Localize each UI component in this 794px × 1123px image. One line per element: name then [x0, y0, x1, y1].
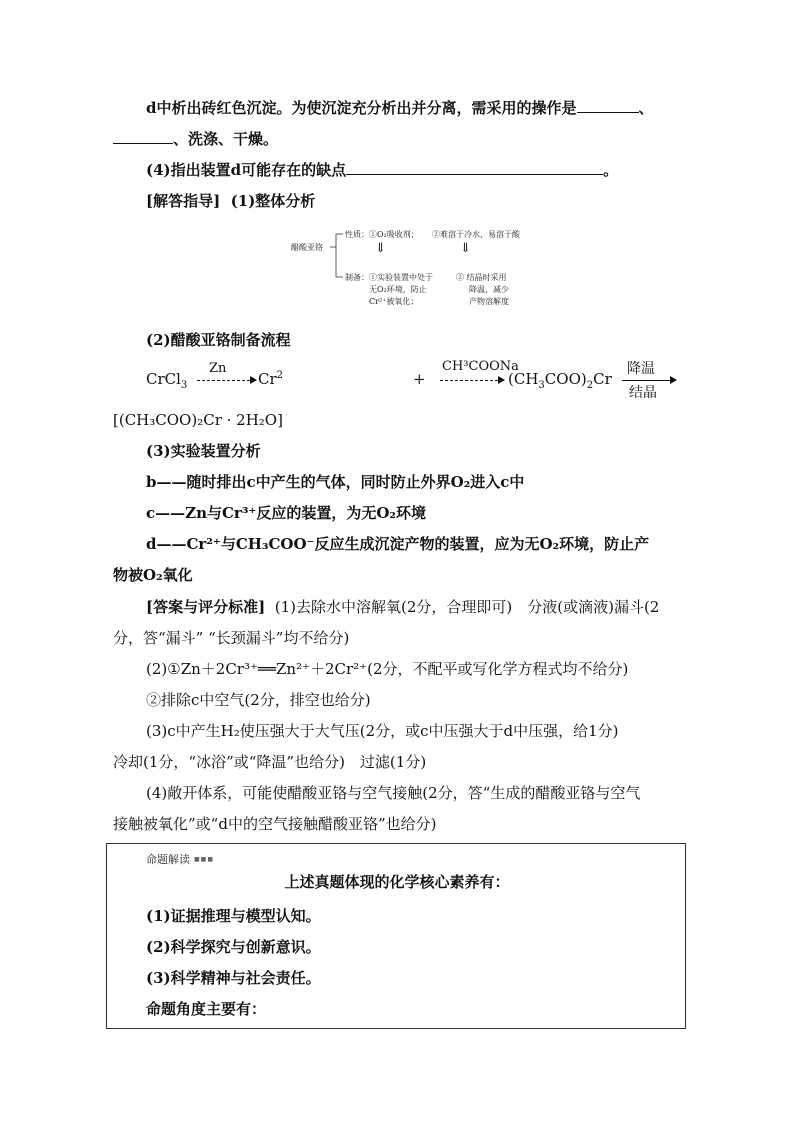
answer-1b: 分，答“漏斗” “长颈漏斗”均不给分): [113, 629, 350, 647]
flow-plus: +: [413, 370, 426, 388]
flow-product: $(CH_3COO)_2Cr$: [508, 370, 612, 391]
flow-start: CrCl$_3$: [146, 370, 188, 391]
flow-arrow: [197, 380, 250, 381]
prep-1-line3: Cr²⁺被氧化；: [369, 297, 419, 306]
diagram-root: 醋酸亚铬: [291, 243, 323, 252]
q3-line-1: d中析出砖红色沉淀。为使沉淀充分析出并分离，需采用的操作是 、: [146, 99, 654, 117]
answer-3b: 冷却(1分，“冰浴”或“降温”也给分) 过滤(1分): [113, 753, 427, 771]
prep-1-line2: 无O₂环境，防止: [369, 285, 427, 294]
prep-2-line1: ② 结晶时采用: [456, 273, 507, 282]
prep-1-line1: 制备：①实验装置中处于: [345, 273, 433, 282]
b-line: b——随时排出c中产生的气体，同时防止外界O₂进入c中: [146, 473, 525, 491]
d-line-2: 物被O₂氧化: [113, 566, 193, 584]
answer-2a: (2)①Zn＋2Cr³⁺══Zn²⁺＋2Cr²⁺(2分，不配平或写化学方程式均不给分): [146, 660, 629, 678]
down-arrow-icon: ⇓: [375, 241, 386, 256]
q3-text: d中析出砖红色沉淀。为使沉淀充分析出并分离，需采用的操作是: [146, 99, 577, 117]
d-line-1: d——Cr²⁺与CH₃COO⁻反应生成沉淀产物的装置，应为无O₂环境，防止产: [146, 535, 650, 553]
cond-bottom: 结晶: [629, 385, 657, 401]
arrow-head-icon: [250, 376, 257, 384]
prep-2-line3: 产物溶解度: [469, 297, 509, 306]
cond-top: 降温: [627, 361, 655, 377]
box-tag: 命题解读: [146, 853, 190, 866]
tag-dots: ■■■: [194, 856, 215, 863]
answer-4a: (4)敞开体系，可能使醋酸亚铬与空气接触(2分，答“生成的醋酸亚铬与空气: [146, 784, 641, 802]
guide-heading: [解答指导] (1)整体分析: [146, 192, 316, 210]
box-item-3: (3)科学精神与社会责任。: [146, 969, 321, 987]
flow-arrow: [622, 380, 670, 381]
flow-final: [(CH₃COO)₂Cr · 2H₂O]: [113, 411, 283, 429]
answer-4b: 接触被氧化”或“d中的空气接触醋酸亚铬”也给分): [113, 815, 437, 833]
box-item-2: (2)科学探究与创新意识。: [146, 938, 321, 956]
answer-3a: (3)c中产生H₂使压强大于大气压(2分，或c中压强大于d中压强，给1分): [146, 722, 619, 740]
property-2: ②难溶于冷水，易溶于酸: [432, 230, 520, 239]
guide-2-heading: (2)醋酸亚铬制备流程: [146, 331, 291, 349]
answer-2b: ②排除c中空气(2分，排空也给分): [146, 691, 371, 709]
reagent-naac: CH³COONa: [442, 359, 519, 374]
flow-mid: Cr$^2$: [258, 370, 284, 388]
q3-line-2: 、洗涤、干燥。: [113, 129, 278, 149]
answer-1a: [答案与评分标准] (1)去除水中溶解氧(2分，合理即可) 分液(或滴液)漏斗(2: [146, 598, 660, 616]
box-item-1: (1)证据推理与模型认知。: [146, 907, 321, 925]
c-line: c——Zn与Cr³⁺反应的装置，为无O₂环境: [146, 504, 426, 522]
flow-arrow: [440, 380, 498, 381]
box-title: 上述真题体现的化学核心素养有：: [284, 873, 510, 891]
down-arrow-icon: ⇓: [460, 241, 471, 256]
box-last: 命题角度主要有：: [146, 1000, 267, 1018]
arrow-head-icon: [498, 376, 505, 384]
guide-3-heading: (3)实验装置分析: [146, 442, 261, 460]
arrow-head-icon: [670, 376, 677, 384]
property-1: 性质：①O₂吸收剂；: [345, 230, 419, 239]
prep-2-line2: 降温，减少: [469, 285, 509, 294]
reagent-zn: Zn: [209, 361, 227, 376]
q4-line: (4)指出装置d可能存在的缺点 。: [146, 161, 619, 179]
